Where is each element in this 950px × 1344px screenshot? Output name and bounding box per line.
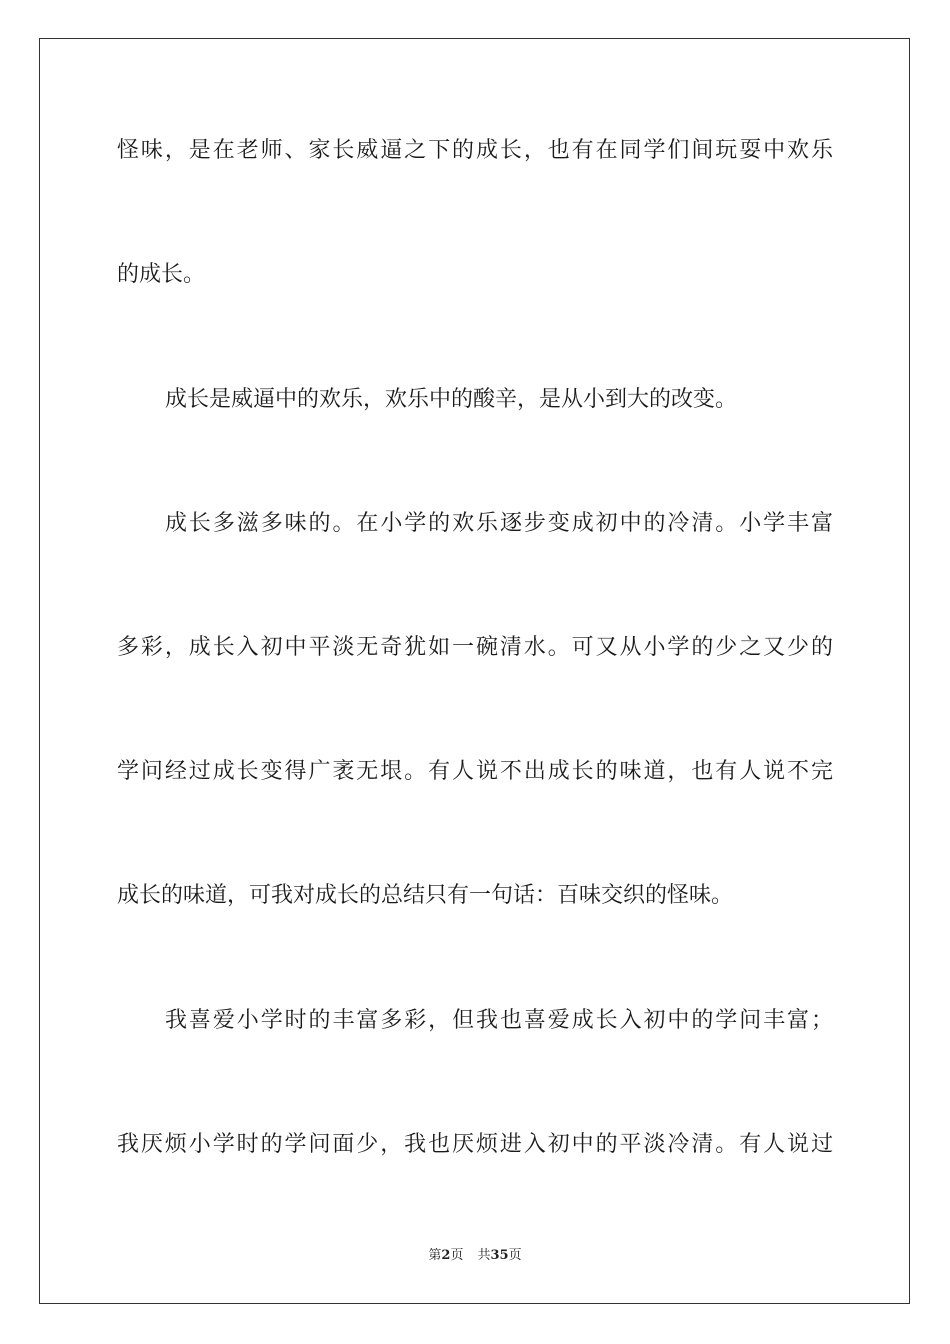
- page-border: [39, 38, 910, 1304]
- text-line-2: 的成长。: [117, 262, 206, 287]
- page-footer: [0, 1247, 950, 1265]
- text-line-1: 怪味，是在老师、家长威逼之下的成长，也有在同学们间玩耍中欢乐: [117, 138, 833, 163]
- text-line-4: 成长多滋多味的。在小学的欢乐逐步变成初中的冷清。小学丰富: [165, 511, 833, 536]
- page-prefix: 第: [428, 1248, 442, 1263]
- text-line-8: 我喜爱小学时的丰富多彩，但我也喜爱成长入初中的学问丰富；: [165, 1008, 833, 1033]
- text-line-5: 多彩，成长入初中平淡无奇犹如一碗清水。可又从小学的少之又少的: [117, 635, 833, 660]
- page-number: 2: [441, 1248, 451, 1263]
- total-suffix: 页: [508, 1248, 522, 1263]
- text-line-7: 成长的味道，可我对成长的总结只有一句话：百味交织的怪味。: [117, 883, 734, 908]
- total-pages: 35: [490, 1248, 509, 1263]
- text-line-6: 学问经过成长变得广袤无垠。有人说不出成长的味道，也有人说不完: [117, 759, 833, 784]
- text-line-3: 成长是威逼中的欢乐，欢乐中的酸辛，是从小到大的改变。: [165, 387, 738, 412]
- text-line-9: 我厌烦小学时的学问面少，我也厌烦进入初中的平淡冷清。有人说过: [117, 1132, 833, 1157]
- page-suffix: 页: [450, 1248, 464, 1263]
- total-prefix: 共: [477, 1248, 491, 1263]
